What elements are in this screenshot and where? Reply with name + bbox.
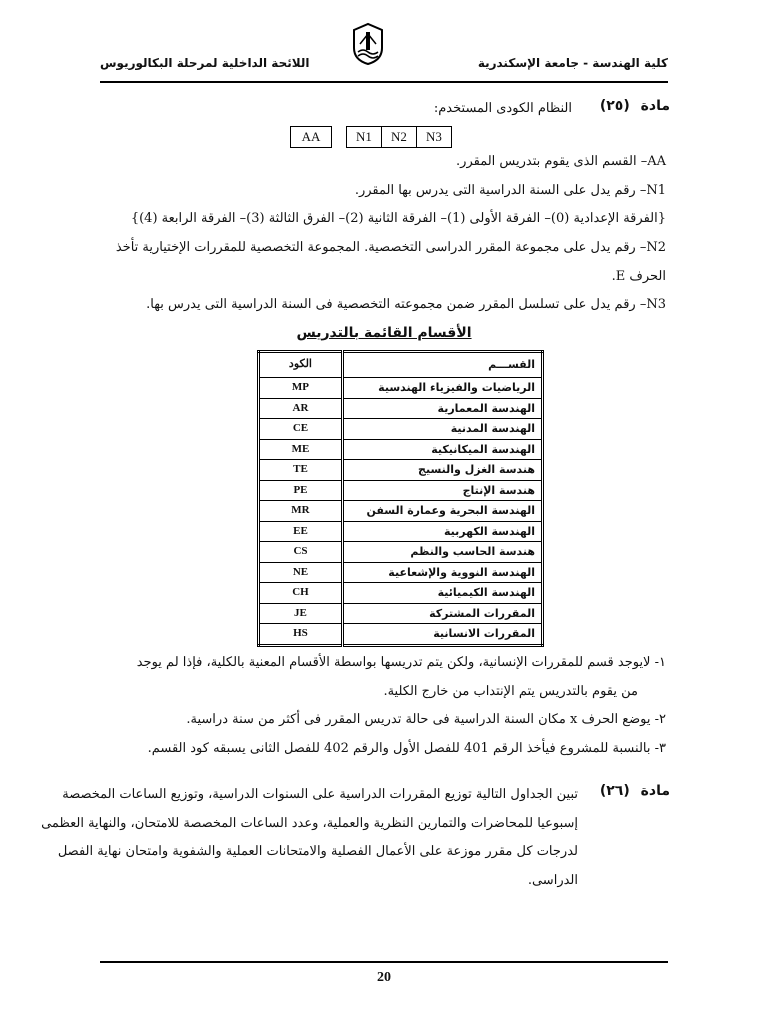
- department-name: هندسة الحاسب والنظم: [342, 542, 542, 563]
- table-row: [259, 624, 543, 646]
- header-divider: [100, 81, 668, 83]
- table-row: [259, 439, 543, 460]
- note-1: ١- لايوجد قسم للمقررات الإنسانية، ولكن يتم تدريسها بواسطة الأقسام المعنية بالكلية، فإذا لم يوجد: [136, 655, 666, 670]
- department-name: الهندسة الكيميائية: [342, 583, 542, 604]
- department-name: هندسة الإنتاج: [342, 480, 542, 501]
- table-row: [259, 583, 543, 604]
- code-system-intro: النظام الكودى المستخدم:: [433, 101, 572, 116]
- department-code: TE: [259, 460, 343, 481]
- table-row: [259, 480, 543, 501]
- department-code: MP: [259, 378, 343, 399]
- department-code: CH: [259, 583, 343, 604]
- department-code: PE: [259, 480, 343, 501]
- department-code: NE: [259, 562, 343, 583]
- table-row: [259, 398, 543, 419]
- university-logo-icon: [350, 22, 386, 66]
- n3-description: N3– رقم يدل على تسلسل المقرر ضمن مجموعته التخصصية فى السنة الدراسية التى يدرس بها.: [146, 297, 666, 312]
- departments-table-title: الأقسام القائمة بالتدريس: [296, 325, 472, 341]
- table-row: [259, 603, 543, 624]
- n2-description-cont: الحرف E.: [611, 269, 666, 284]
- note-2: ٢- يوضع الحرف x مكان السنة الدراسية فى حالة تدريس المقرر فى أكثر من سنة دراسية.: [186, 712, 666, 727]
- article-26-line-4: الدراسى.: [527, 873, 578, 888]
- years-legend: {الفرقة الإعدادية (0)– الفرقة الأولى (1)– الفرقة الثانية (2)– الفرق الثالثة (3)– الفرقة الرابعة (4)}: [130, 211, 666, 226]
- department-code: CE: [259, 419, 343, 440]
- n2-description: N2– رقم يدل على مجموعة المقرر الدراسى التخصصية. المجموعة التخصصية للمقررات الإختيارية تأخذ: [115, 240, 666, 255]
- article-26-heading: [600, 783, 670, 799]
- code-box-n1: N1: [346, 126, 382, 148]
- page-header: [100, 22, 668, 82]
- department-name: هندسة الغزل والنسيج: [342, 460, 542, 481]
- footer-divider: [100, 961, 668, 963]
- department-code: MR: [259, 501, 343, 522]
- note-3: ٣- بالنسبة للمشروع فيأخذ الرقم 401 للفصل الأول والرقم 402 للفصل الثانى يسبقه كود القسم.: [147, 741, 666, 756]
- article-number: (٢٦): [599, 783, 630, 799]
- note-1-cont: من يقوم بالتدريس يتم الإنتداب من خارج الكلية.: [383, 684, 638, 699]
- article-26-line-3: لدرجات كل مقرر موزعة على الأعمال الفصلية والامتحانات العملية والشفوية وامتحان نهاية الفصل: [57, 844, 578, 859]
- column-header-department: القســـم: [342, 352, 542, 378]
- department-code: JE: [259, 603, 343, 624]
- department-name: المقررات المشتركة: [342, 603, 542, 624]
- department-name: الهندسة الميكانيكية: [342, 439, 542, 460]
- column-header-code: الكود: [259, 352, 343, 378]
- department-code: ME: [259, 439, 343, 460]
- header-bylaws-title: اللائحة الداخلية لمرحلة البكالوريوس: [100, 56, 310, 70]
- department-name: المقررات الانسانية: [342, 624, 542, 646]
- header-faculty: كلية الهندسة - جامعة الإسكندرية: [477, 56, 668, 70]
- department-name: الهندسة البحرية وعمارة السفن: [342, 501, 542, 522]
- table-row: [259, 562, 543, 583]
- department-name: الرياضيات والفيزياء الهندسية: [342, 378, 542, 399]
- table-header-row: [259, 352, 543, 378]
- code-format-boxes: [290, 126, 452, 148]
- n1-description: N1– رقم يدل على السنة الدراسية التى يدرس بها المقرر.: [354, 183, 666, 198]
- department-code: CS: [259, 542, 343, 563]
- table-row: [259, 501, 543, 522]
- department-code: AR: [259, 398, 343, 419]
- code-box-n3: N3: [417, 126, 452, 148]
- table-row: [259, 378, 543, 399]
- department-name: الهندسة النووية والإشعاعية: [342, 562, 542, 583]
- article-25-heading: [600, 98, 670, 114]
- department-code: EE: [259, 521, 343, 542]
- code-box-n2: N2: [382, 126, 417, 148]
- departments-table: [257, 350, 544, 647]
- article-word: مادة: [640, 98, 670, 114]
- department-code: HS: [259, 624, 343, 646]
- article-number: (٢٥): [599, 98, 630, 114]
- department-name: الهندسة المعمارية: [342, 398, 542, 419]
- article-26-line-2: إسبوعيا للمحاضرات والتمارين النظرية والعملية، وعدد الساعات المخصصة للامتحان، والنهاية العظمى: [41, 816, 578, 831]
- aa-description: AA– القسم الذى يقوم بتدريس المقرر.: [456, 154, 666, 169]
- table-row: [259, 460, 543, 481]
- page-number: 20: [377, 970, 391, 985]
- article-26-line-1: تبين الجداول التالية توزيع المقررات الدراسية على السنوات الدراسية، وتوزيع الساعات المخصصة: [62, 787, 578, 802]
- table-row: [259, 419, 543, 440]
- table-row: [259, 542, 543, 563]
- table-row: [259, 521, 543, 542]
- department-name: الهندسة الكهربية: [342, 521, 542, 542]
- article-word: مادة: [640, 783, 670, 799]
- department-name: الهندسة المدنية: [342, 419, 542, 440]
- code-box-aa: AA: [290, 126, 332, 148]
